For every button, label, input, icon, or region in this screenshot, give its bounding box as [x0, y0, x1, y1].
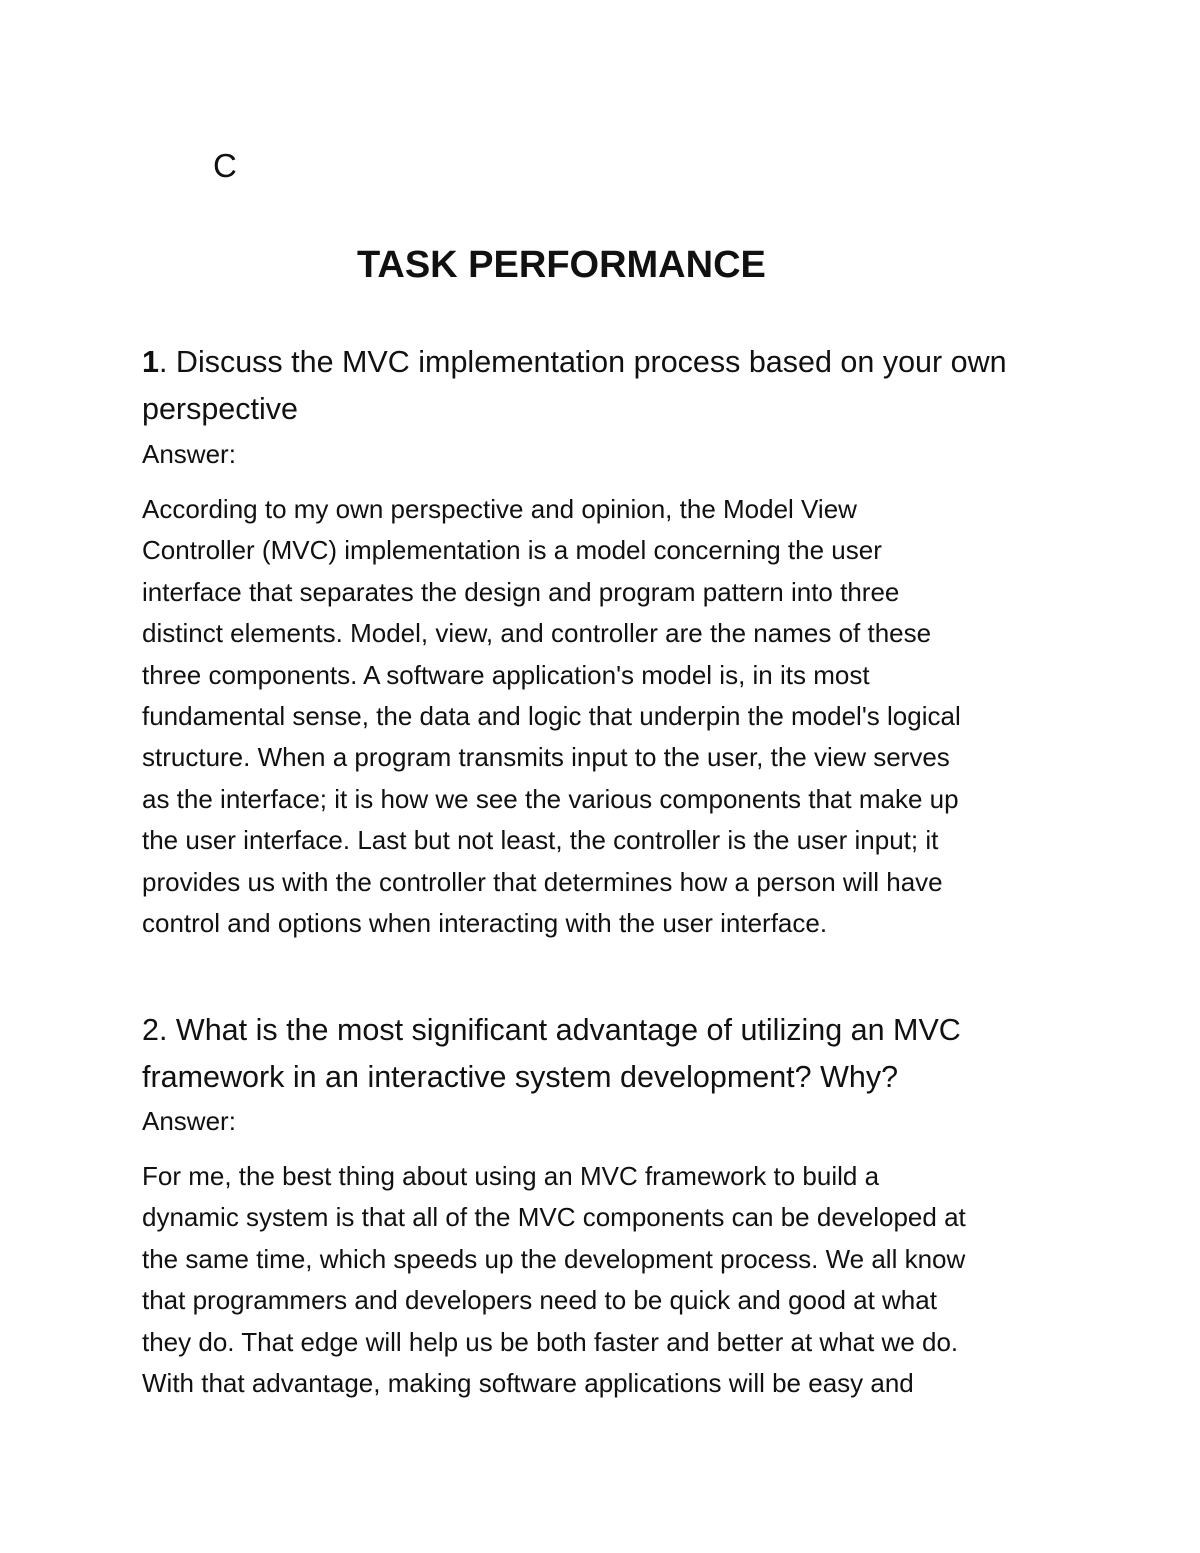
answer-1-line: interface that separates the design and program pattern into three: [142, 576, 900, 607]
question-2-line-2: framework in an interactive system development? Why?: [142, 1060, 899, 1094]
question-2-number: 2: [142, 1013, 159, 1047]
answer-1-text: [142, 489, 1072, 944]
section-letter: C: [213, 147, 237, 184]
question-2-text: . What is the most significant advantage of utilizing an MVC: [158, 1013, 961, 1047]
question-2: [142, 1007, 1072, 1101]
answer-2-label-block: [142, 1101, 1072, 1141]
answer-1-line: distinct elements. Model, view, and controller are the names of these: [142, 618, 932, 649]
answer-1-line: fundamental sense, the data and logic that underpin the model's logical: [142, 701, 961, 732]
answer-1: [142, 489, 1072, 944]
answer-2-line: For me, the best thing about using an MVC framework to build a: [142, 1161, 880, 1191]
answer-1-line: According to my own perspective and opinion, the Model View: [142, 494, 857, 524]
answer-1-label: Answer:: [142, 439, 236, 469]
question-2-line-1: [142, 1007, 1072, 1054]
question-1-number: 1: [142, 345, 159, 379]
answer-1-line: provides us with the controller that determines how a person will have: [142, 866, 943, 897]
answer-1-label-block: [142, 434, 1072, 474]
answer-1-line: Controller (MVC) implementation is a model concerning the user: [142, 535, 882, 566]
answer-2-line: dynamic system is that all of the MVC components can be developed at: [142, 1202, 966, 1233]
answer-2-line: With that advantage, making software applications will be easy and: [142, 1368, 914, 1399]
answer-1-line: control and options when interacting with the user interface.: [142, 908, 828, 939]
answer-1-line: the user interface. Last but not least, the controller is the user input; it: [142, 825, 939, 856]
answer-1-line: three components. A software application's model is, in its most: [142, 659, 870, 690]
answer-2-label: Answer:: [142, 1106, 236, 1136]
question-1: [142, 339, 1072, 433]
answer-2-text: [142, 1156, 1072, 1404]
question-1-line-2: perspective: [142, 392, 298, 426]
question-1-line-1: [142, 339, 1072, 386]
page-title: TASK PERFORMANCE: [357, 244, 766, 286]
answer-2-line: that programmers and developers need to be quick and good at what: [142, 1285, 937, 1316]
question-1-text: . Discuss the MVC implementation process based on your own: [158, 345, 1007, 379]
answer-2-line: they do. That edge will help us be both faster and better at what we do.: [142, 1326, 959, 1357]
answer-2: [142, 1156, 1072, 1404]
answer-2-line: the same time, which speeds up the development process. We all know: [142, 1243, 966, 1274]
answer-1-line: as the interface; it is how we see the various components that make up: [142, 783, 959, 814]
answer-1-line: structure. When a program transmits input to the user, the view serves: [142, 742, 950, 773]
